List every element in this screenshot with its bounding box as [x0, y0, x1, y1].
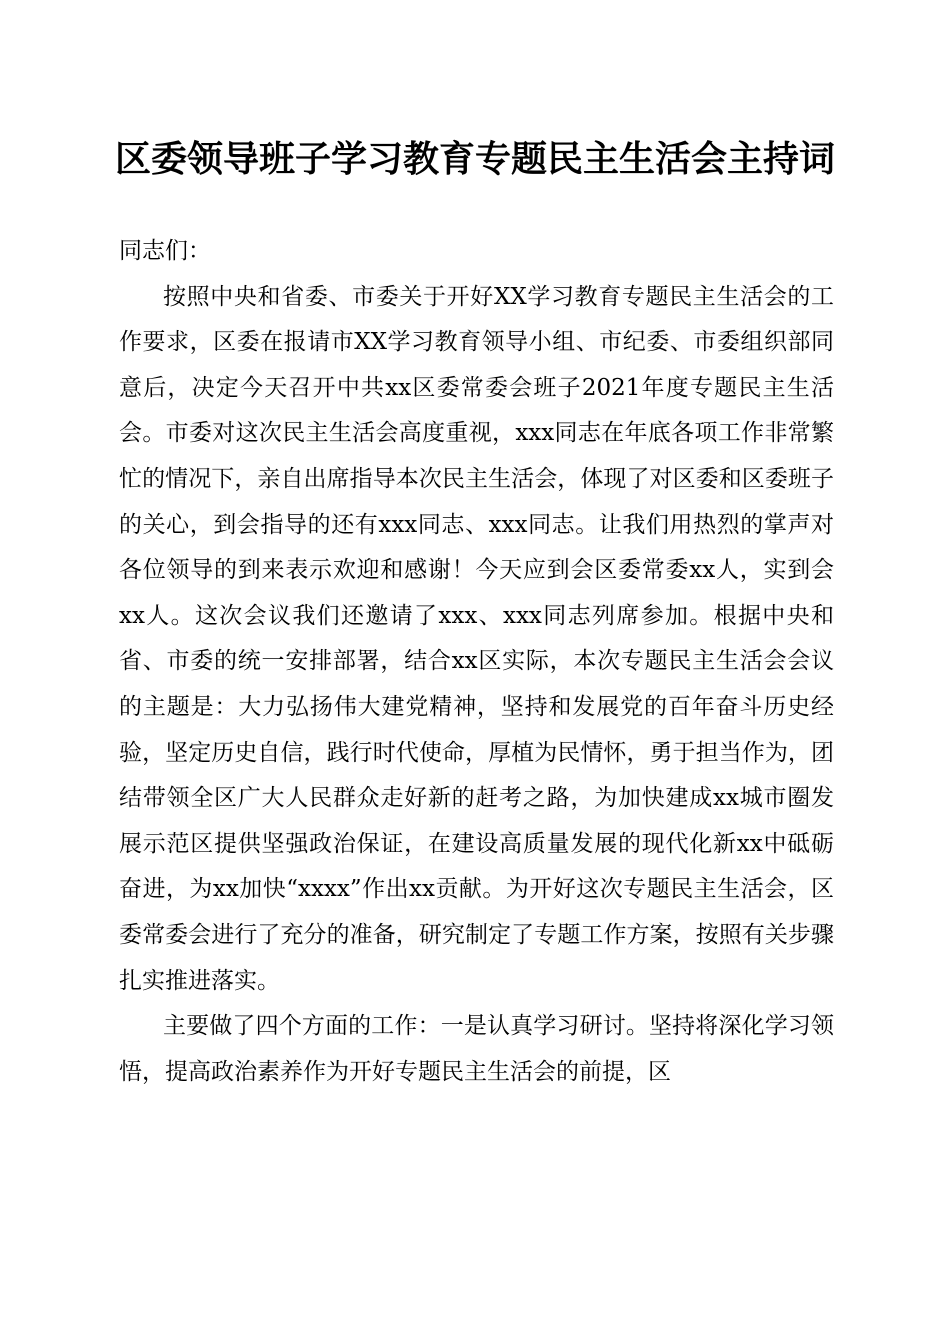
document-body: [119, 229, 834, 1095]
document-title: 区委领导班子学习教育专题民主生活会主持词: [114, 138, 835, 180]
paragraph-2: 主要做了四个方面的工作：一是认真学习研讨。坚持将深化学习领悟，提高政治素养作为开好专题民主生活会的前提，区: [119, 1013, 834, 1085]
salutation: 同志们：: [119, 238, 211, 264]
paragraph-1: 按照中央和省委、市委关于开好XX学习教育专题民主生活会的工作要求，区委在报请市XX学习教育领导小组、市纪委、市委组织部同意后，决定今天召开中共xx区委常委会班子2021年度专题民主生活会。市委对这次民主生活会高度重视，xxx同志在年底各项工作非常繁忙的情况下，亲自出席指导本次民主生活会，体现了对区委和区委班子的关心，到会指导的还有xxx同志、xxx同志。让我们用热烈的掌声对各位领导的到来表示欢迎和感谢！今天应到会区委常委xx人，实到会xx人。这次会议我们还邀请了xxx、xxx同志列席参加。根据中央和省、市委的统一安排部署，结合xx区实际，本次专题民主生活会会议的主题是：大力弘扬伟大建党精神，坚持和发展党的百年奋斗历史经验，坚定历史自信，践行时代使命，厚植为民情怀，勇于担当作为，团结带领全区广大人民群众走好新的赶考之路，为加快建成xx城市圈发展示范区提供坚强政治保证，在建设高质量发展的现代化新xx中砥砺奋进，为xx加快“xxxx”作出xx贡献。为开好这次专题民主生活会，区委常委会进行了充分的准备，研究制定了专题工作方案，按照有关步骤扎实推进落实。: [119, 283, 834, 994]
